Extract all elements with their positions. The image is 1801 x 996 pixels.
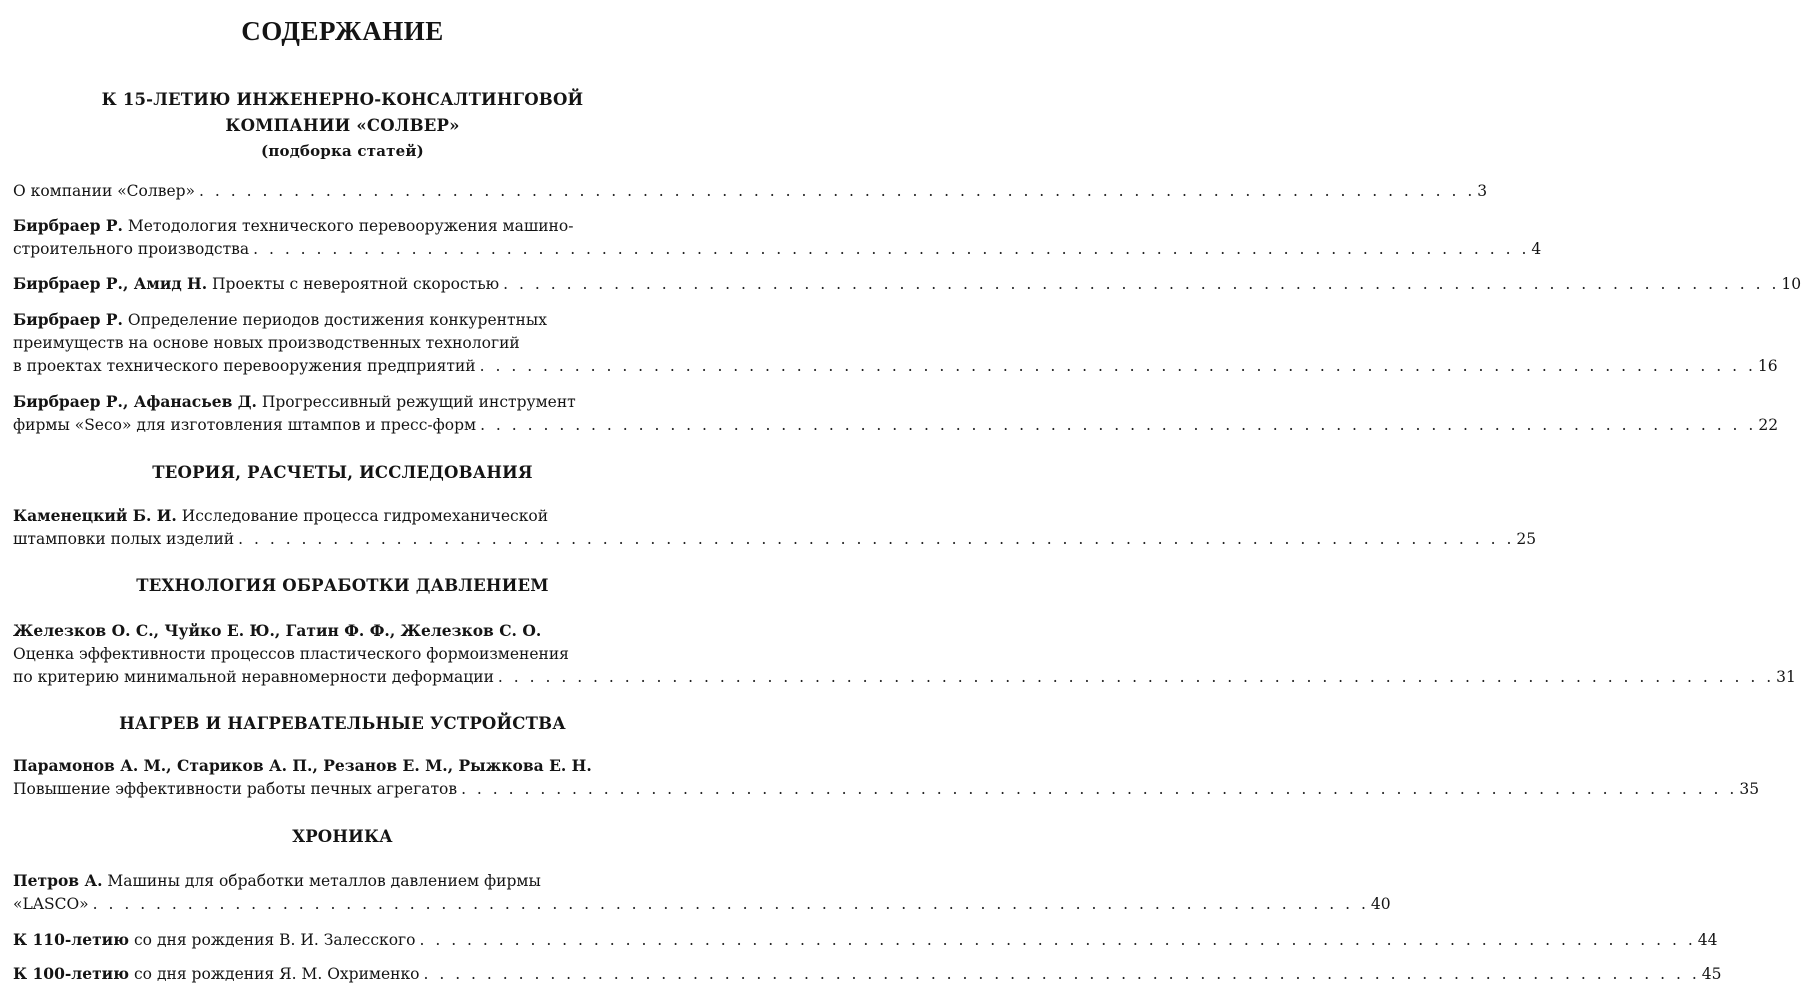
page-number: 25 [1516, 530, 1537, 548]
entry-author: Бирбраер Р., Амид Н. [13, 274, 208, 293]
page-number: 22 [1758, 416, 1779, 434]
entry-title-cont: в проектах технического перевооружения предприятий [13, 357, 476, 375]
toc-entry-okhrimenko[interactable] [13, 963, 1722, 985]
toc-entry-plastic-forming[interactable] [13, 620, 658, 642]
entry-title-cont: по критерию минимальной неравномерности деформации [13, 668, 494, 686]
toc-entry-methodology[interactable] [13, 215, 658, 237]
entry-author: Каменецкий Б. И. [13, 506, 177, 525]
dot-leader: . . . . . . . . . . . . . . . . . . . . . . . . . . . . . . . . . . . . . . . . . . . . . . . . . . . . . . . . . . . . . . . . . . . . . . . . . . . . . . . . . [479, 357, 1756, 375]
entry-title: Исследование процесса гидромеханической [176, 507, 549, 525]
dot-leader: . . . . . . . . . . . . . . . . . . . . . . . . . . . . . . . . . . . . . . . . . . . . . . . . . . . . . . . . . . . . . . . . . . . . . . . . . . . . . . . . . [503, 275, 1780, 293]
entry-title: Машины для обработки металлов давлением фирмы [102, 872, 541, 890]
page-number: 31 [1776, 668, 1796, 686]
toc-entry-lasco-cont[interactable] [13, 893, 1391, 915]
dot-leader: . . . . . . . . . . . . . . . . . . . . . . . . . . . . . . . . . . . . . . . . . . . . . . . . . . . . . . . . . . . . . . . . . . . . . . . . . . . . . . . . . [461, 780, 1738, 798]
page-title: СОДЕРЖАНИЕ [241, 16, 444, 46]
section-heading-heating: НАГРЕВ И НАГРЕВАТЕЛЬНЫЕ УСТРОЙСТВА [119, 714, 566, 733]
dot-leader: . . . . . . . . . . . . . . . . . . . . . . . . . . . . . . . . . . . . . . . . . . . . . . . . . . . . . . . . . . . . . . . . . . . . . . . . . . . . . . . . . [497, 668, 1775, 686]
entry-author: Бирбраер Р., Афанасьев Д. [13, 392, 257, 411]
entry-title: О компании «Солвер» [13, 182, 196, 200]
section-heading-theory: ТЕОРИЯ, РАСЧЕТЫ, ИССЛЕДОВАНИЯ [152, 463, 533, 482]
entry-title: Повышение эффективности работы печных агрегатов [13, 780, 458, 798]
dot-leader: . . . . . . . . . . . . . . . . . . . . . . . . . . . . . . . . . . . . . . . . . . . . . . . . . . . . . . . . . . . . . . . . . . . . . . . . . . . . . . . . . [199, 182, 1476, 200]
page-number: 35 [1739, 780, 1760, 798]
page-number: 45 [1701, 965, 1722, 983]
toc-entry-zalessky[interactable] [13, 929, 1718, 951]
entry-author: Железков О. С., Чуйко Е. Ю., Гатин Ф. Ф., Железков С. О. [13, 621, 542, 640]
dot-leader: . . . . . . . . . . . . . . . . . . . . . . . . . . . . . . . . . . . . . . . . . . . . . . . . . . . . . . . . . . . . . . . . . . . . . . . . . . . . . . . . . [238, 530, 1515, 548]
toc-entry-about-company[interactable] [13, 180, 1488, 202]
entry-title: Определение периодов достижения конкурентных [122, 311, 547, 329]
entry-title: Прогрессивный режущий инструмент [256, 393, 576, 411]
entry-title [13, 929, 416, 951]
toc-entry-plastic-forming-cont[interactable] [13, 666, 1796, 688]
toc-entry-plastic-forming-title[interactable] [13, 643, 658, 665]
toc-entry-methodology-cont[interactable] [13, 238, 1542, 260]
page-number: 3 [1477, 182, 1488, 200]
section-heading-anniversary-line1: К 15-ЛЕТИЮ ИНЖЕНЕРНО-КОНСАЛТИНГОВОЙ [101, 90, 584, 109]
section-heading-pressure-technology: ТЕХНОЛОГИЯ ОБРАБОТКИ ДАВЛЕНИЕМ [136, 576, 549, 595]
toc-entry-lasco[interactable] [13, 870, 658, 892]
entry-title [13, 273, 499, 295]
entry-author: Петров А. [13, 871, 103, 890]
entry-bold-prefix: К 100-летию [13, 964, 130, 983]
entry-author: Бирбраер Р. [13, 216, 123, 235]
toc-entry-cutting-tools-cont[interactable] [13, 414, 1779, 436]
page-number: 40 [1370, 895, 1391, 913]
page-number: 44 [1697, 931, 1718, 949]
toc-entry-furnace-efficiency-title[interactable] [13, 778, 1760, 800]
dot-leader: . . . . . . . . . . . . . . . . . . . . . . . . . . . . . . . . . . . . . . . . . . . . . . . . . . . . . . . . . . . . . . . . . . . . . . . . . . . . . . . . . [480, 416, 1757, 434]
entry-title-text: со дня рождения В. И. Залесского [129, 931, 416, 949]
toc-entry-furnace-efficiency[interactable] [13, 755, 658, 777]
page-number: 4 [1531, 240, 1542, 258]
page-number: 16 [1757, 357, 1778, 375]
toc-entry-cutting-tools[interactable] [13, 391, 658, 413]
section-heading-anniversary-line2: КОМПАНИИ «СОЛВЕР» [225, 116, 460, 135]
toc-entry-competitive-advantage-cont[interactable] [13, 332, 658, 354]
toc-entry-competitive-advantage[interactable] [13, 309, 658, 331]
toc-entry-hydromechanical-cont[interactable] [13, 528, 1537, 550]
entry-bold-prefix: К 110-летию [13, 930, 130, 949]
entry-title-text: Проекты с невероятной скоростью [207, 275, 500, 293]
section-subheading: (подборка статей) [261, 142, 424, 160]
toc-entry-hydromechanical[interactable] [13, 505, 658, 527]
entry-title-cont: преимуществ на основе новых производственных технологий [13, 334, 520, 352]
entry-title-cont: фирмы «Seco» для изготовления штампов и пресс-форм [13, 416, 477, 434]
toc-entry-projects-speed[interactable] [13, 273, 1801, 295]
entry-title: Методология технического перевооружения машино- [122, 217, 574, 235]
entry-title [13, 963, 420, 985]
dot-leader: . . . . . . . . . . . . . . . . . . . . . . . . . . . . . . . . . . . . . . . . . . . . . . . . . . . . . . . . . . . . . . . . . . . . . . . . . . . . . . . . . [92, 895, 1369, 913]
entry-title-cont: строительного производства [13, 240, 250, 258]
section-heading-chronicle: ХРОНИКА [292, 827, 393, 846]
dot-leader: . . . . . . . . . . . . . . . . . . . . . . . . . . . . . . . . . . . . . . . . . . . . . . . . . . . . . . . . . . . . . . . . . . . . . . . . . . . . . . . . . [419, 931, 1696, 949]
dot-leader: . . . . . . . . . . . . . . . . . . . . . . . . . . . . . . . . . . . . . . . . . . . . . . . . . . . . . . . . . . . . . . . . . . . . . . . . . . . . . . . . . [253, 240, 1530, 258]
toc-entry-competitive-advantage-cont2[interactable] [13, 355, 1778, 377]
entry-title: Оценка эффективности процессов пластического формоизменения [13, 645, 569, 663]
dot-leader: . . . . . . . . . . . . . . . . . . . . . . . . . . . . . . . . . . . . . . . . . . . . . . . . . . . . . . . . . . . . . . . . . . . . . . . . . . . . . . . . . [423, 965, 1700, 983]
page-number: 10 [1781, 275, 1801, 293]
entry-author: Бирбраер Р. [13, 310, 123, 329]
entry-title-cont: «LASCO» [13, 895, 89, 913]
entry-title-text: со дня рождения Я. М. Охрименко [129, 965, 420, 983]
entry-author: Парамонов А. М., Стариков А. П., Резанов Е. М., Рыжкова Е. Н. [13, 756, 592, 775]
entry-title-cont: штамповки полых изделий [13, 530, 235, 548]
